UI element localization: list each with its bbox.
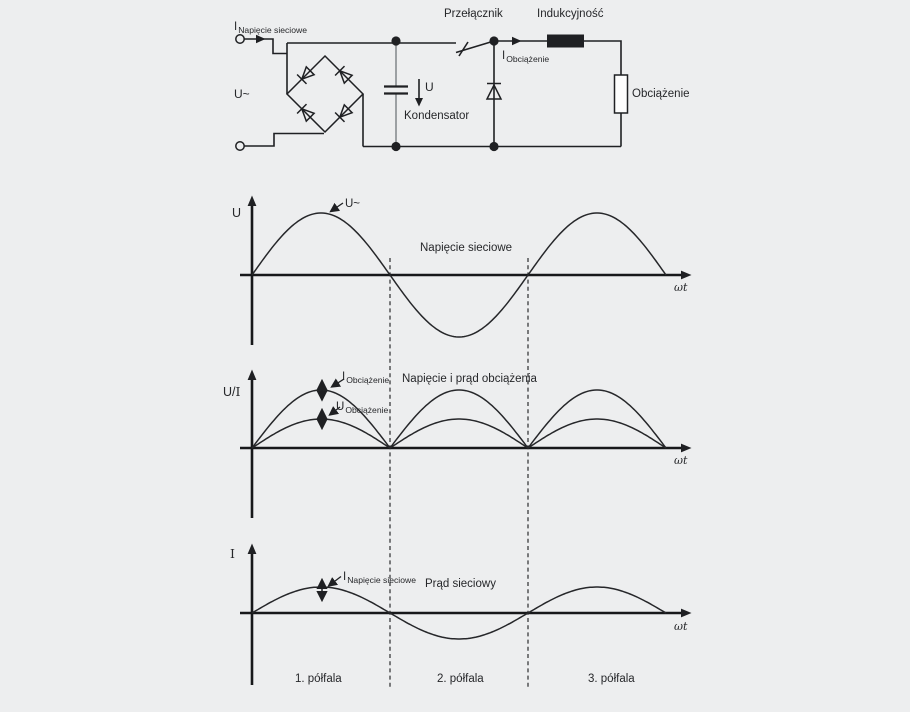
bridge-rectifier bbox=[287, 56, 363, 132]
x-axis-arrow-icon bbox=[681, 271, 692, 280]
switch bbox=[456, 41, 494, 56]
load-current-arrow-icon bbox=[512, 37, 522, 45]
plot2-x-axis-label: ωt bbox=[674, 454, 688, 467]
input-terminal-top bbox=[236, 35, 244, 43]
inductor-symbol bbox=[547, 35, 584, 48]
freewheel-diode bbox=[487, 41, 501, 147]
plot2-title: Napięcie i prąd obciążenia bbox=[402, 373, 537, 385]
plot-mains-voltage bbox=[240, 196, 692, 346]
switch-label: Przełącznik bbox=[444, 8, 503, 20]
plot2-voltage-annotation: $U_{Obciążenie}$ bbox=[336, 401, 389, 415]
bridge-diamond bbox=[287, 56, 363, 132]
input-terminal-bottom bbox=[236, 142, 244, 150]
capacitor-label: Kondensator bbox=[404, 110, 470, 122]
y-axis-arrow-icon bbox=[248, 544, 257, 555]
input-top-wire bbox=[244, 39, 287, 54]
source-label: U~ bbox=[234, 87, 250, 101]
input-current-label: $I_{Napięcie sieciowe}$ bbox=[234, 21, 307, 35]
plot1-title: Napięcie sieciowe bbox=[420, 242, 513, 254]
plot1-x-axis-label: ωt bbox=[674, 281, 688, 294]
plot3-y-axis-label: I bbox=[230, 546, 235, 561]
annotation-pointer-arrow bbox=[331, 203, 344, 212]
plot3-x-axis-label: ωt bbox=[674, 620, 688, 633]
x-axis-arrow-icon bbox=[681, 609, 692, 618]
half-wave-dividers bbox=[390, 258, 528, 688]
load-resistor-symbol bbox=[615, 75, 628, 113]
plot3-curve-annotation: $I_{Napięcie sieciowe}$ bbox=[343, 571, 416, 585]
load-voltage-curve bbox=[252, 419, 666, 448]
inductor-label: Indukcyjność bbox=[537, 8, 604, 20]
inductor-to-load-wire bbox=[584, 41, 621, 75]
input-bottom-wire bbox=[244, 134, 324, 147]
x-axis-arrow-icon bbox=[681, 444, 692, 453]
plot3-title: Prąd sieciowy bbox=[425, 578, 496, 590]
plot1-y-axis-label: U bbox=[232, 206, 242, 220]
plot2-current-annotation: $I_{Obciążenie}$ bbox=[342, 371, 390, 385]
section-label-3: 3. półfala bbox=[588, 673, 635, 685]
section-label-1: 1. półfala bbox=[295, 673, 342, 685]
load-label: Obciążenie bbox=[632, 88, 690, 100]
capacitor bbox=[384, 43, 423, 147]
plot1-curve-annotation: U~ bbox=[345, 198, 361, 210]
y-axis-arrow-icon bbox=[248, 370, 257, 381]
input-current-arrow-icon bbox=[256, 35, 266, 43]
load-current-label: $I_{Obciążenie}$ bbox=[502, 50, 550, 64]
plot-mains-current bbox=[240, 544, 692, 686]
capacitor-voltage-label: U bbox=[425, 80, 434, 94]
plot-load-voltage-current bbox=[240, 370, 692, 519]
annotation-pointer-arrow bbox=[329, 577, 342, 587]
section-label-2: 2. półfala bbox=[437, 673, 484, 685]
y-axis-arrow-icon bbox=[248, 196, 257, 207]
plot2-y-axis-label: U/I bbox=[223, 384, 241, 399]
